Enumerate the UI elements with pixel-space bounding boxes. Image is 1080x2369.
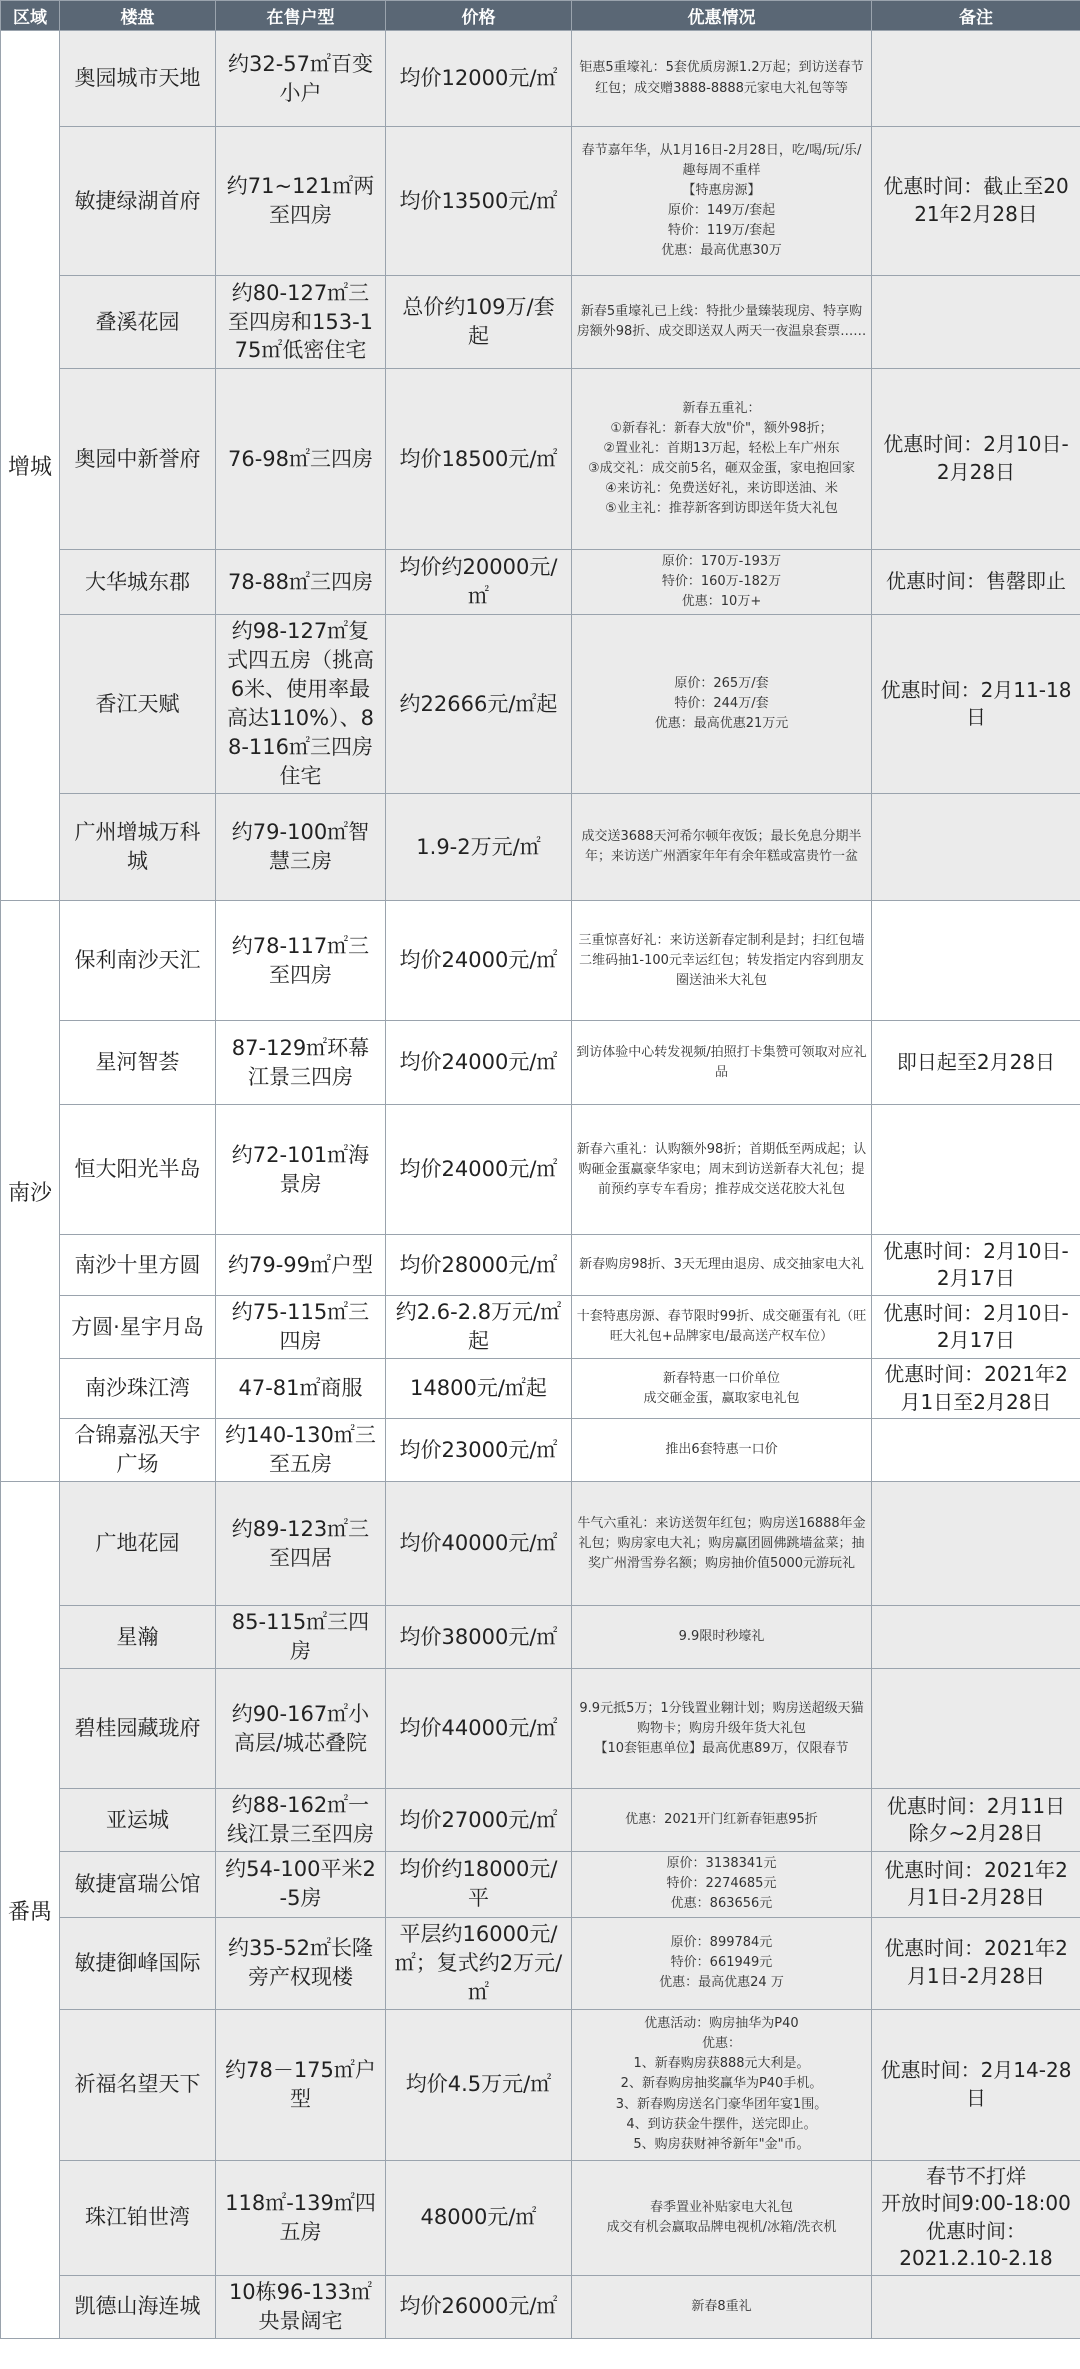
note-cell	[872, 1021, 1080, 1105]
note-text: 优惠时间：2月11-18日	[880, 677, 1072, 730]
note-text: 优惠时间：2月11日除夕~2月28日	[886, 1793, 1066, 1846]
offer-text: 新春5重壕礼已上线：特批少量臻装现房、特享购房额外98折、成交即送双人两天一夜温泉套票……	[576, 303, 867, 339]
table-row	[1, 794, 1080, 901]
unit-type-cell: 约89-123㎡三至四居	[216, 1482, 386, 1606]
table-row	[1, 2275, 1080, 2338]
area-cell: 番禺	[1, 1482, 60, 2339]
offer-text: 新春五重礼： ①新春礼：新春大放"价"，额外98折； ②置业礼：首期13万起，轻松上车广州东 ③成交礼：成交前5名，砸双金蛋，家电抱回家 ④来访礼：免费送好礼，来访即送油、米 ⑤业主礼：推荐新客到访即送年货大礼包	[588, 400, 855, 517]
note-cell	[872, 2009, 1080, 2160]
price-cell: 约2.6-2.8万元/㎡起	[386, 1296, 572, 1359]
header-offer: 优惠情况	[572, 1, 872, 31]
area-cell: 南沙	[1, 901, 60, 1482]
offer-text: 原价：899784元 特价：661949元 优惠：最高优惠24 万	[659, 1934, 784, 1991]
offer-text: 牛气六重礼：来访送贺年红包；购房送16888年金礼包；购房家电大礼；购房赢团圆佛跳墙盆菜；抽奖广州滑雪券名额；购房抽价值5000元游玩礼	[577, 1515, 866, 1571]
property-name-cell: 碧桂园藏珑府	[60, 1669, 216, 1789]
price-cell: 均价24000元/㎡	[386, 1105, 572, 1235]
property-name-cell: 大华城东郡	[60, 550, 216, 615]
note-cell	[872, 276, 1080, 369]
note-cell	[872, 1419, 1080, 1482]
unit-type-cell: 约98-127㎡复式四五房（挑高6米、使用率最高达110%）、88-116㎡三四房住宅	[216, 615, 386, 794]
offer-text: 新春特惠一口价单位 成交砸金蛋，赢取家电礼包	[643, 1370, 800, 1406]
note-cell	[872, 550, 1080, 615]
note-cell	[872, 2275, 1080, 2338]
price-cell: 均价28000元/㎡	[386, 1235, 572, 1296]
offer-cell	[572, 1021, 872, 1105]
price-cell: 均价12000元/㎡	[386, 31, 572, 127]
price-cell: 平层约16000元/㎡；复式约2万元/㎡	[386, 1917, 572, 2009]
note-cell	[872, 901, 1080, 1021]
unit-type-cell: 约71~121㎡两至四房	[216, 127, 386, 276]
header-property: 楼盘	[60, 1, 216, 31]
price-cell: 均价约18000元/平	[386, 1852, 572, 1917]
offer-text: 新春购房98折、3天无理由退房、成交抽家电大礼	[579, 1257, 864, 1273]
property-name-cell: 广地花园	[60, 1482, 216, 1606]
note-cell	[872, 1852, 1080, 1917]
table-row	[1, 1296, 1080, 1359]
note-text: 优惠时间：2021年2月1日-2月28日	[884, 1857, 1068, 1910]
property-name-cell: 恒大阳光半岛	[60, 1105, 216, 1235]
property-name-cell: 奥园城市天地	[60, 31, 216, 127]
unit-type-cell: 76-98㎡三四房	[216, 369, 386, 550]
offer-cell	[572, 276, 872, 369]
offer-cell	[572, 794, 872, 901]
unit-type-cell: 约79-99㎡户型	[216, 1235, 386, 1296]
unit-type-cell: 约35-52㎡长隆旁产权现楼	[216, 1917, 386, 2009]
offer-cell	[572, 1606, 872, 1669]
offer-text: 优惠：2021开门红新春钜惠95折	[625, 1812, 818, 1828]
unit-type-cell: 约90-167㎡小高层/城芯叠院	[216, 1669, 386, 1789]
property-name-cell: 祈福名望天下	[60, 2009, 216, 2160]
note-cell	[872, 127, 1080, 276]
table-row	[1, 901, 1080, 1021]
offer-text: 成交送3688天河希尔顿年夜饭；最长免息分期半年；来访送广州酒家年年有余年糕或富贵竹一盆	[581, 829, 862, 865]
price-cell: 均价24000元/㎡	[386, 1021, 572, 1105]
unit-type-cell: 约78-117㎡三至四房	[216, 901, 386, 1021]
offer-cell	[572, 550, 872, 615]
price-cell: 总价约109万/套起	[386, 276, 572, 369]
note-cell	[872, 31, 1080, 127]
note-text: 优惠时间：2月14-28日	[880, 2057, 1072, 2110]
unit-type-cell: 78-88㎡三四房	[216, 550, 386, 615]
offer-text: 到访体验中心转发视频/拍照打卡集赞可领取对应礼品	[576, 1044, 867, 1080]
note-cell	[872, 2160, 1080, 2275]
property-name-cell: 香江天赋	[60, 615, 216, 794]
header-note: 备注	[872, 1, 1080, 31]
area-cell: 增城	[1, 31, 60, 901]
unit-type-cell: 10栋96-133㎡央景阔宅	[216, 2275, 386, 2338]
table-row	[1, 1852, 1080, 1917]
table-body	[1, 31, 1080, 2339]
offer-cell	[572, 901, 872, 1021]
table-row	[1, 276, 1080, 369]
header-unit-type: 在售户型	[216, 1, 386, 31]
offer-cell	[572, 1917, 872, 2009]
note-text: 即日起至2月28日	[896, 1049, 1056, 1074]
note-cell	[872, 1296, 1080, 1359]
note-text: 优惠时间：2月10日-2月17日	[883, 1238, 1069, 1291]
unit-type-cell: 约32-57㎡百变小户	[216, 31, 386, 127]
price-cell: 均价26000元/㎡	[386, 2275, 572, 2338]
note-cell	[872, 1105, 1080, 1235]
offer-text: 春季置业补贴家电大礼包 成交有机会赢取品牌电视机/冰箱/洗衣机	[606, 2199, 837, 2235]
property-name-cell: 敏捷御峰国际	[60, 1917, 216, 2009]
offer-text: 原价：3138341元 特价：2274685元 优惠：863656元	[666, 1856, 777, 1912]
table-row	[1, 2160, 1080, 2275]
note-cell	[872, 369, 1080, 550]
property-name-cell: 星瀚	[60, 1606, 216, 1669]
property-name-cell: 南沙十里方圆	[60, 1235, 216, 1296]
property-name-cell: 南沙珠江湾	[60, 1359, 216, 1419]
price-cell: 约22666元/㎡起	[386, 615, 572, 794]
table-row	[1, 1789, 1080, 1852]
offer-text: 优惠活动：购房抽华为P40 优惠： 1、新春购房获888元大利是。 2、新春购房抽奖赢华为P40手机。 3、新春购房送名门豪华团年宴1围。 4、到访获金牛摆件，送完即止。 5、购房获财神爷新年"金"币。	[615, 2016, 828, 2152]
offer-cell	[572, 127, 872, 276]
price-cell: 均价24000元/㎡	[386, 901, 572, 1021]
offer-cell	[572, 615, 872, 794]
property-name-cell: 奥园中新誉府	[60, 369, 216, 550]
property-name-cell: 广州增城万科城	[60, 794, 216, 901]
table-row	[1, 1669, 1080, 1789]
property-name-cell: 方圆·星宇月岛	[60, 1296, 216, 1359]
price-cell: 均价23000元/㎡	[386, 1419, 572, 1482]
offer-cell	[572, 1296, 872, 1359]
unit-type-cell: 约140-130㎡三至五房	[216, 1419, 386, 1482]
offer-text: 9.9限时秒壕礼	[678, 1629, 765, 1645]
offer-cell	[572, 1105, 872, 1235]
offer-text: 新春六重礼：认购额外98折；首期低至两成起；认购砸金蛋赢豪华家电；周末到访送新春大礼包；提前预约享专车看房；推荐成交送花胶大礼包	[576, 1141, 867, 1197]
note-text: 春节不打烊 开放时间9:00-18:00 优惠时间： 2021.2.10-2.18	[881, 2163, 1071, 2271]
offer-cell	[572, 1789, 872, 1852]
note-cell	[872, 1789, 1080, 1852]
table-row	[1, 1917, 1080, 2009]
offer-cell	[572, 1235, 872, 1296]
note-text: 优惠时间：2月10日-2月28日	[883, 432, 1069, 484]
offer-text: 十套特惠房源、春节限时99折、成交砸蛋有礼（旺旺大礼包+品牌家电/最高送产权车位）	[576, 1309, 867, 1345]
header-price: 价格	[386, 1, 572, 31]
unit-type-cell: 约72-101㎡海景房	[216, 1105, 386, 1235]
price-cell: 均价27000元/㎡	[386, 1789, 572, 1852]
offer-cell	[572, 1359, 872, 1419]
price-cell: 均价40000元/㎡	[386, 1482, 572, 1606]
unit-type-cell: 87-129㎡环幕江景三四房	[216, 1021, 386, 1105]
table-row	[1, 615, 1080, 794]
offer-cell	[572, 369, 872, 550]
note-cell	[872, 1917, 1080, 2009]
offer-cell	[572, 1482, 872, 1606]
table-row	[1, 31, 1080, 127]
offer-text: 三重惊喜好礼：来访送新春定制利是封；扫红包墙二维码抽1-100元幸运红包；转发指定内容到朋友圈送油米大礼包	[578, 932, 865, 988]
offer-text: 原价：170万-193万 特价：160万-182万 优惠：10万+	[661, 554, 782, 610]
offer-text: 9.9元抵5万；1分钱置业翱计划；购房送超级天猫购物卡；购房升级年货大礼包 【10套钜惠单位】最高优惠89万，仅限春节	[579, 1700, 864, 1756]
table-row	[1, 1482, 1080, 1606]
table-row	[1, 369, 1080, 550]
unit-type-cell: 约54-100平米2-5房	[216, 1852, 386, 1917]
unit-type-cell: 约78－175㎡户型	[216, 2009, 386, 2160]
price-cell: 均价38000元/㎡	[386, 1606, 572, 1669]
price-cell: 均价18500元/㎡	[386, 369, 572, 550]
unit-type-cell: 约80-127㎡三至四房和153-175㎡低密住宅	[216, 276, 386, 369]
note-text: 优惠时间：2月10日-2月17日	[883, 1300, 1069, 1353]
table-row	[1, 1359, 1080, 1419]
unit-type-cell: 约88-162㎡一线江景三至四房	[216, 1789, 386, 1852]
table-row	[1, 127, 1080, 276]
header-row	[1, 1, 1080, 31]
property-name-cell: 敏捷绿湖首府	[60, 127, 216, 276]
property-name-cell: 叠溪花园	[60, 276, 216, 369]
price-cell: 均价44000元/㎡	[386, 1669, 572, 1789]
price-cell: 均价4.5万元/㎡	[386, 2009, 572, 2160]
note-cell	[872, 1482, 1080, 1606]
note-cell	[872, 794, 1080, 901]
offer-cell	[572, 2009, 872, 2160]
header-area: 区域	[1, 1, 60, 31]
unit-type-cell: 118㎡-139㎡四五房	[216, 2160, 386, 2275]
offer-cell	[572, 1419, 872, 1482]
table-row	[1, 1235, 1080, 1296]
property-name-cell: 敏捷富瑞公馆	[60, 1852, 216, 1917]
property-name-cell: 星河智荟	[60, 1021, 216, 1105]
price-cell: 14800元/㎡起	[386, 1359, 572, 1419]
note-cell	[872, 1235, 1080, 1296]
price-cell: 均价13500元/㎡	[386, 127, 572, 276]
note-text: 优惠时间：2021年2月1日至2月28日	[884, 1362, 1068, 1414]
property-name-cell: 亚运城	[60, 1789, 216, 1852]
offer-cell	[572, 2275, 872, 2338]
table-row	[1, 550, 1080, 615]
price-cell: 48000元/㎡	[386, 2160, 572, 2275]
offer-cell	[572, 1852, 872, 1917]
table-row	[1, 1105, 1080, 1235]
note-cell	[872, 1359, 1080, 1419]
note-text: 优惠时间：2021年2月1日-2月28日	[884, 1936, 1068, 1989]
note-text: 优惠时间：截止至2021年2月28日	[883, 174, 1069, 226]
unit-type-cell: 85-115㎡三四房	[216, 1606, 386, 1669]
note-text: 优惠时间：售罄即止	[886, 569, 1066, 594]
offer-cell	[572, 2160, 872, 2275]
offer-text: 春节嘉年华，从1月16日-2月28日，吃/喝/玩/乐/趣每周不重样 【特惠房源】 原价：149万/套起 特价：119万/套起 优惠：最高优惠30万	[581, 142, 862, 259]
note-cell	[872, 1669, 1080, 1789]
table-row	[1, 1021, 1080, 1105]
price-cell: 均价约20000元/㎡	[386, 550, 572, 615]
offer-text: 新春8重礼	[691, 2298, 752, 2314]
property-name-cell: 凯德山海连城	[60, 2275, 216, 2338]
property-name-cell: 合锦嘉泓天宇广场	[60, 1419, 216, 1482]
property-name-cell: 保利南沙天汇	[60, 901, 216, 1021]
unit-type-cell: 47-81㎡商服	[216, 1359, 386, 1419]
offer-text: 推出6套特惠一口价	[665, 1442, 778, 1458]
unit-type-cell: 约79-100㎡智慧三房	[216, 794, 386, 901]
table-row	[1, 1606, 1080, 1669]
table-row	[1, 1419, 1080, 1482]
offer-text: 钜惠5重壕礼：5套优质房源1.2万起；到访送春节红包；成交赠3888-8888元家电大礼包等等	[579, 60, 864, 96]
unit-type-cell: 约75-115㎡三四房	[216, 1296, 386, 1359]
table-row	[1, 2009, 1080, 2160]
offer-text: 原价：265万/套 特价：244万/套 优惠：最高优惠21万元	[654, 676, 789, 732]
note-cell	[872, 615, 1080, 794]
note-cell	[872, 1606, 1080, 1669]
property-name-cell: 珠江铂世湾	[60, 2160, 216, 2275]
price-cell: 1.9-2万元/㎡	[386, 794, 572, 901]
offer-cell	[572, 1669, 872, 1789]
offer-cell	[572, 31, 872, 127]
